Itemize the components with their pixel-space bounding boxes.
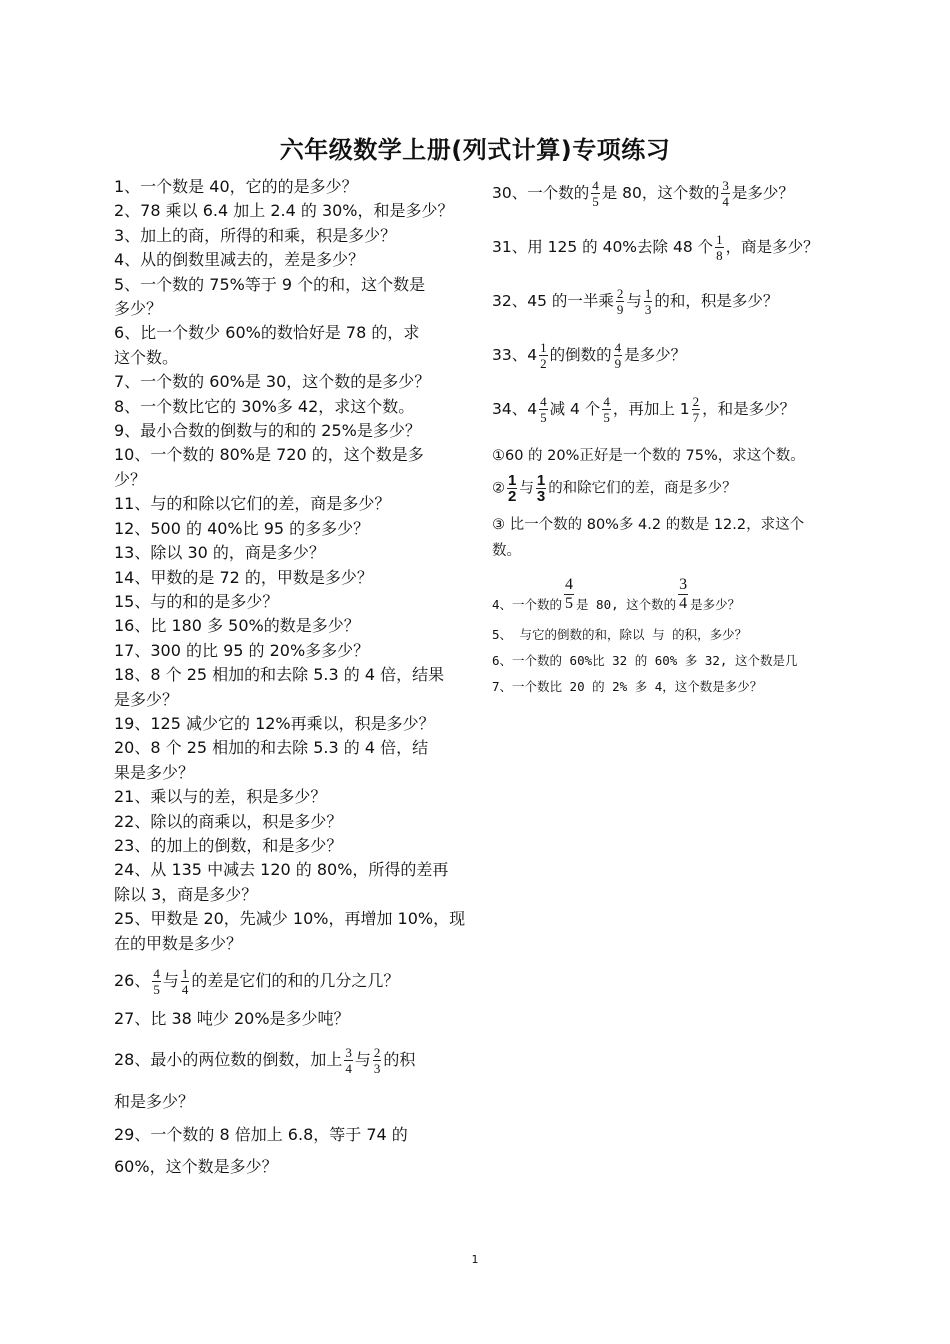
question-line: 7、一个数的 60%是 30，这个数的是多少？ <box>114 372 431 392</box>
question-line: 果是多少？ <box>114 762 195 782</box>
question-line: 25、甲数是 20，先减少 10%，再增加 10%，现 <box>114 909 466 929</box>
question-line: 10、一个数的 80%是 720 的，这个数是多 <box>114 445 424 465</box>
question-line: 14、甲数的是 72 的，甲数是多少？ <box>114 567 373 587</box>
question-line: 1、一个数是 40，它的的是多少？ <box>114 177 358 196</box>
question-line: 是多少？ <box>114 689 179 709</box>
question-line: 13、除以 30 的，商是多少？ <box>114 543 325 563</box>
question-line: 在的甲数是多少？ <box>114 933 243 953</box>
circled-question-3: ③ 比一个数的 80%多 4.2 的数是 12.2，求这个 <box>492 517 805 533</box>
question-32: 32、45 的一半乘 $\frac{2}{9}$ 与 $\frac{1}{3}$ 的和，积是多少？ <box>492 286 779 317</box>
question-line: 数。 <box>492 543 521 559</box>
question-33: 33、4 $\frac{1}{2}$ 的倒数的 $\frac{4}{9}$ 是多少？ <box>492 340 687 371</box>
mono-question-4: 4、一个数的 $\frac{4}{5}$ 是 80, 这个数的 $\frac{3}{4}$ 是多少？ <box>492 576 741 612</box>
question-line: 23、的加上的倒数，和是多少？ <box>114 835 343 855</box>
question-29: 29、一个数的 8 倍加上 6.8，等于 74 的 <box>114 1124 408 1144</box>
page-number: 1 <box>471 1253 479 1266</box>
question-line: 15、与的和的是多少？ <box>114 591 279 611</box>
question-line: 60%，这个数是多少？ <box>114 1157 278 1177</box>
question-28: 28、最小的两位数的倒数，加上 $\frac{3}{4}$ 与 $\frac{2}{3}$ 的积 <box>114 1045 416 1077</box>
question-26: 26、 $\frac{4}{5}$ 与 $\frac{1}{4}$ 的差是它们的和的几分之几？ <box>114 966 400 997</box>
question-line: 和是多少？ <box>114 1092 195 1112</box>
question-line: 3、加上的商，所得的和乘，积是多少？ <box>114 225 397 245</box>
question-line: 9、最小合数的倒数与的和的 25%是多少？ <box>114 421 421 441</box>
mono-question-5: 5、 与它的倒数的和，除以 与 的积，多少？ <box>492 627 748 642</box>
question-line: 21、乘以与的差，积是多少？ <box>114 787 327 807</box>
question-line: 4、从的倒数里减去的，差是多少？ <box>114 250 365 270</box>
question-line: 多少？ <box>114 299 163 319</box>
question-line: 19、125 减少它的 12%再乘以，积是多少？ <box>114 713 435 733</box>
question-31: 31、用 125 的 40%去除 48 个 $\frac{1}{8}$ ，商是多少？ <box>492 232 819 263</box>
question-line: 6、比一个数少 60%的数恰好是 78 的，求 <box>114 323 420 343</box>
question-line: 24、从 135 中减去 120 的 80%，所得的差再 <box>114 860 449 880</box>
question-27: 27、比 38 吨少 20%是多少吨？ <box>114 1009 350 1028</box>
mono-question-6: 6、一个数的 60%比 32 的 60% 多 32, 这个数是几 <box>492 653 798 668</box>
question-line: 2、78 乘以 6.4 加上 2.4 的 30%，和是多少？ <box>114 201 454 221</box>
question-line: 22、除以的商乘以，积是多少？ <box>114 811 343 831</box>
question-line: 除以 3，商是多少？ <box>114 884 258 904</box>
circled-question-2: ② $\frac{1}{2}$ 与 $\frac{1}{3}$ 的和除它们的差，商是多少？ <box>492 472 737 505</box>
page-title: 六年级数学上册(列式计算)专项练习 <box>279 136 671 164</box>
question-30: 30、一个数的 $\frac{4}{5}$ 是 80，这个数的 $\frac{3}{4}$ 是多少？ <box>492 178 794 209</box>
mono-question-7: 7、一个数比 20 的 2% 多 4，这个数是多少？ <box>492 679 763 694</box>
question-line: 16、比 180 多 50%的数是多少？ <box>114 616 360 636</box>
question-line: 11、与的和除以它们的差，商是多少？ <box>114 494 391 514</box>
question-line: 8、一个数比它的 30%多 42，求这个数。 <box>114 396 415 416</box>
right-column <box>492 178 872 700</box>
question-34: 34、4 $\frac{4}{5}$ 减 4 个 $\frac{4}{5}$ ，再加上 1 $\frac{2}{7}$ ，和是多少？ <box>492 394 796 425</box>
left-column <box>114 175 464 1180</box>
question-line: 12、500 的 40%比 95 的多多少？ <box>114 518 370 538</box>
question-line: 17、300 的比 95 的 20%多多少？ <box>114 640 370 660</box>
question-line: 这个数。 <box>114 347 179 367</box>
question-line: 20、8 个 25 相加的和去除 5.3 的 4 倍，结 <box>114 738 429 758</box>
question-line: 18、8 个 25 相加的和去除 5.3 的 4 倍，结果 <box>114 665 445 685</box>
question-line: 5、一个数的 75%等于 9 个的和，这个数是 <box>114 274 426 294</box>
question-line: 少？ <box>114 469 147 489</box>
circled-question-1: ①60 的 20%正好是一个数的 75%，求这个数。 <box>492 448 805 464</box>
